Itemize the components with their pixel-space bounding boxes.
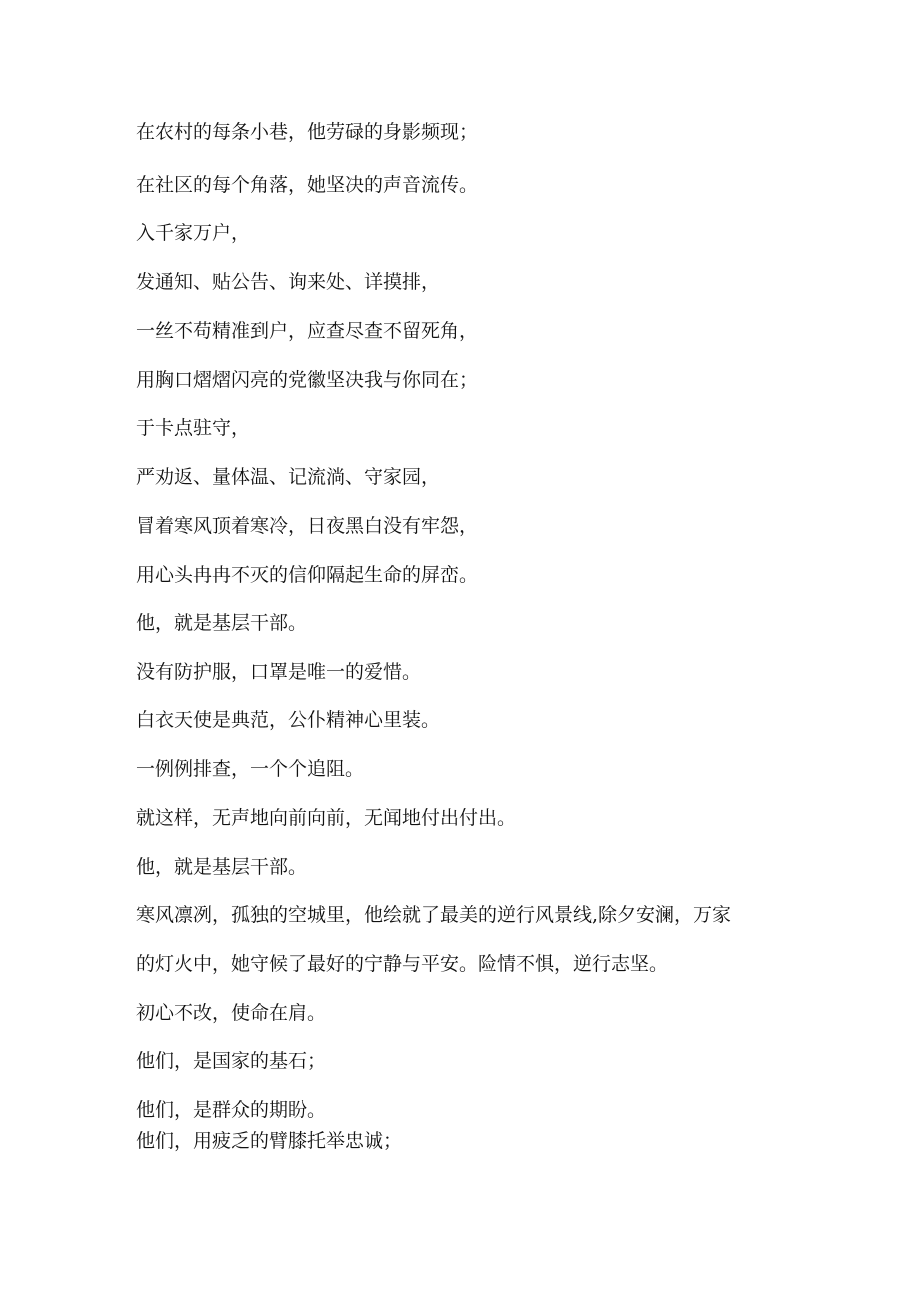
text-line: 没有防护服，口罩是唯一的爱惜。 xyxy=(136,661,422,683)
text-line: 发通知、贴公告、询来处、详摸排， xyxy=(136,271,441,293)
text-line: 一丝不苟精准到户，应查尽查不留死角， xyxy=(136,320,479,342)
text-line: 寒风凛冽，孤独的空城里，他绘就了最美的逆行风景线,除夕安澜，万家 xyxy=(136,904,732,926)
text-line: 他们，是国家的基石； xyxy=(136,1050,327,1072)
text-line: 他，就是基层干部。 xyxy=(136,612,308,634)
text-line: 用心头冉冉不灭的信仰隔起生命的屏峦。 xyxy=(136,564,479,586)
text-line: 一例例排查，一个个追阻。 xyxy=(136,758,365,780)
text-line: 入千家万户， xyxy=(136,222,251,244)
text-line: 用胸口熠熠闪亮的党徽坚决我与你同在； xyxy=(136,369,479,391)
text-line: 就这样，无声地向前向前，无闻地付出付出。 xyxy=(136,807,517,829)
text-line: 在社区的每个角落，她坚决的声音流传。 xyxy=(136,174,479,196)
text-line: 于卡点驻守， xyxy=(136,417,251,439)
text-line: 严劝返、量体温、记流淌、守家园， xyxy=(136,466,441,488)
text-line: 他，就是基层干部。 xyxy=(136,856,308,878)
text-line: 初心不改，使命在肩。 xyxy=(136,1002,327,1024)
text-line: 冒着寒风顶着寒冷，日夜黑白没有牢怨， xyxy=(136,515,479,537)
text-line: 他们，用疲乏的臂膝托举忠诚； xyxy=(136,1130,403,1152)
text-line: 的灯火中，她守候了最好的宁静与平安。险情不惧，逆行志坚。 xyxy=(136,953,669,975)
text-line: 他们，是群众的期盼。 xyxy=(136,1099,327,1121)
text-line: 白衣天使是典范，公仆精神心里装。 xyxy=(136,709,441,731)
text-line: 在农村的每条小巷，他劳碌的身影频现； xyxy=(136,121,479,143)
